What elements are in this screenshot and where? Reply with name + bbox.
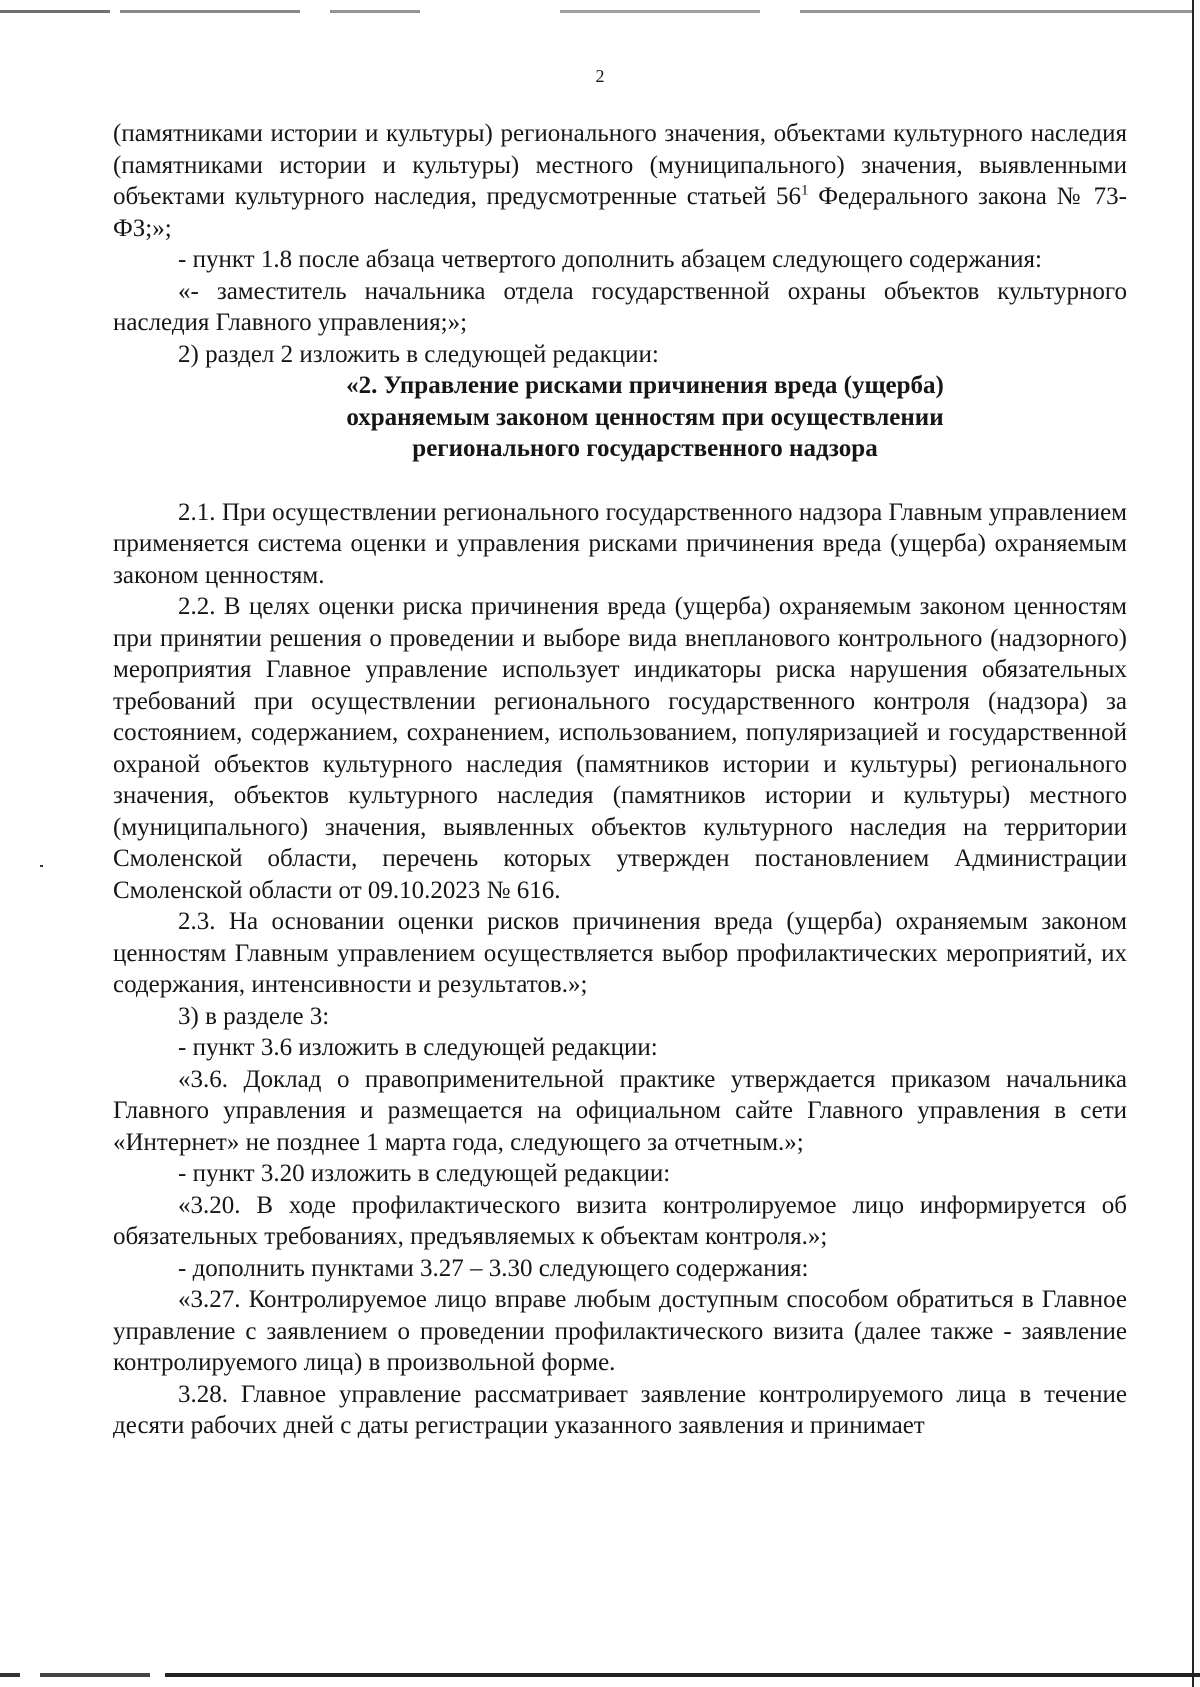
heading-line: охраняемым законом ценностям при осуществлении — [346, 403, 944, 431]
paragraph: - пункт 3.6 изложить в следующей редакции: — [178, 1034, 658, 1061]
page-number: 2 — [595, 66, 605, 86]
paragraph: 2) раздел 2 изложить в следующей редакции: — [178, 340, 659, 368]
paragraph-continuation — [113, 118, 1127, 244]
paragraph: - пункт 1.8 после абзаца четвертого дополнить абзацем следующего содержания: — [178, 246, 1042, 273]
paragraph: 2.3. На основании оценки рисков причинения вреда (ущерба) охраняемым законом ценностям Главным управлением осуществляется выбор профилактических мероприятий, их содержания, интенсивности и результатов.»; — [113, 908, 1127, 998]
heading-line: регионального государственного надзора — [412, 435, 878, 462]
scan-edge-bottom — [0, 1673, 1200, 1677]
spacer — [113, 465, 1127, 497]
superscript: 1 — [801, 182, 809, 199]
paragraph: «- заместитель начальника отдела государственной охраны объектов культурного наследия Главного управления;»; — [113, 277, 1127, 336]
paragraph: 3.28. Главное управление рассматривает заявление контролируемого лица в течение десяти рабочих дней с даты регистрации указанного заявления и принимает — [113, 1380, 1127, 1439]
scan-speck — [40, 865, 43, 867]
paragraph: «3.27. Контролируемое лицо вправе любым доступным способом обратиться в Главное управление с заявлением о проведении профилактического визита (далее также - заявление контролируемого лица) в произвольной форме. — [113, 1286, 1127, 1376]
scan-edge-right — [1192, 0, 1200, 1687]
paragraph: 3) в разделе 3: — [178, 1002, 330, 1030]
paragraph: 2.2. В целях оценки риска причинения вреда (ущерба) охраняемым законом ценностям при принятии решения о проведении и выборе вида внепланового контрольного (надзорного) мероприятия Главное управление использует индикаторы риска нарушения обязательных требований при осуществлении регионального государственного контроля (надзора) за состоянием, содержанием, сохранением, использованием, популяризацией и государственной охраной объектов культурного наследия (памятников истории и культуры) регионального значения, объектов культурного наследия (памятников истории и культуры) местного (муниципального) значения, выявленных объектов культурного наследия на территории Смоленской области, перечень которых утвержден постановлением Администрации Смоленской области от 09.10.2023 № 616. — [113, 593, 1127, 904]
paragraph: - дополнить пунктами 3.27 – 3.30 следующего содержания: — [178, 1254, 809, 1282]
heading-line: «2. Управление рисками причинения вреда (ущерба) — [346, 372, 944, 399]
scan-edge-top — [0, 10, 1200, 13]
document-body — [113, 118, 1127, 1442]
section-heading — [113, 370, 1127, 465]
paragraph: 2.1. При осуществлении регионального государственного надзора Главным управлением применяется система оценки и управления рисками причинения вреда (ущерба) охраняемым законом ценностям. — [113, 498, 1127, 589]
paragraph-text: Федерального закона № 73-ФЗ;»; — [113, 183, 1127, 242]
paragraph-text: (памятниками истории и культуры) регионального значения, объектами культурного наследия (памятниками истории и культуры) местного (муниципального) значения, выявленными объектами культурного наследия, предусмотренные статьей 56 — [113, 120, 1127, 210]
paragraph: «3.6. Доклад о правоприменительной практике утверждается приказом начальника Главного управления и размещается на официальном сайте Главного управления в сети «Интернет» не позднее 1 марта года, следующего за отчетным.»; — [113, 1065, 1127, 1156]
paragraph: - пункт 3.20 изложить в следующей редакции: — [178, 1160, 671, 1187]
paragraph: «3.20. В ходе профилактического визита контролируемое лицо информируется об обязательных требованиях, предъявляемых к объектам контроля.»; — [113, 1191, 1127, 1250]
